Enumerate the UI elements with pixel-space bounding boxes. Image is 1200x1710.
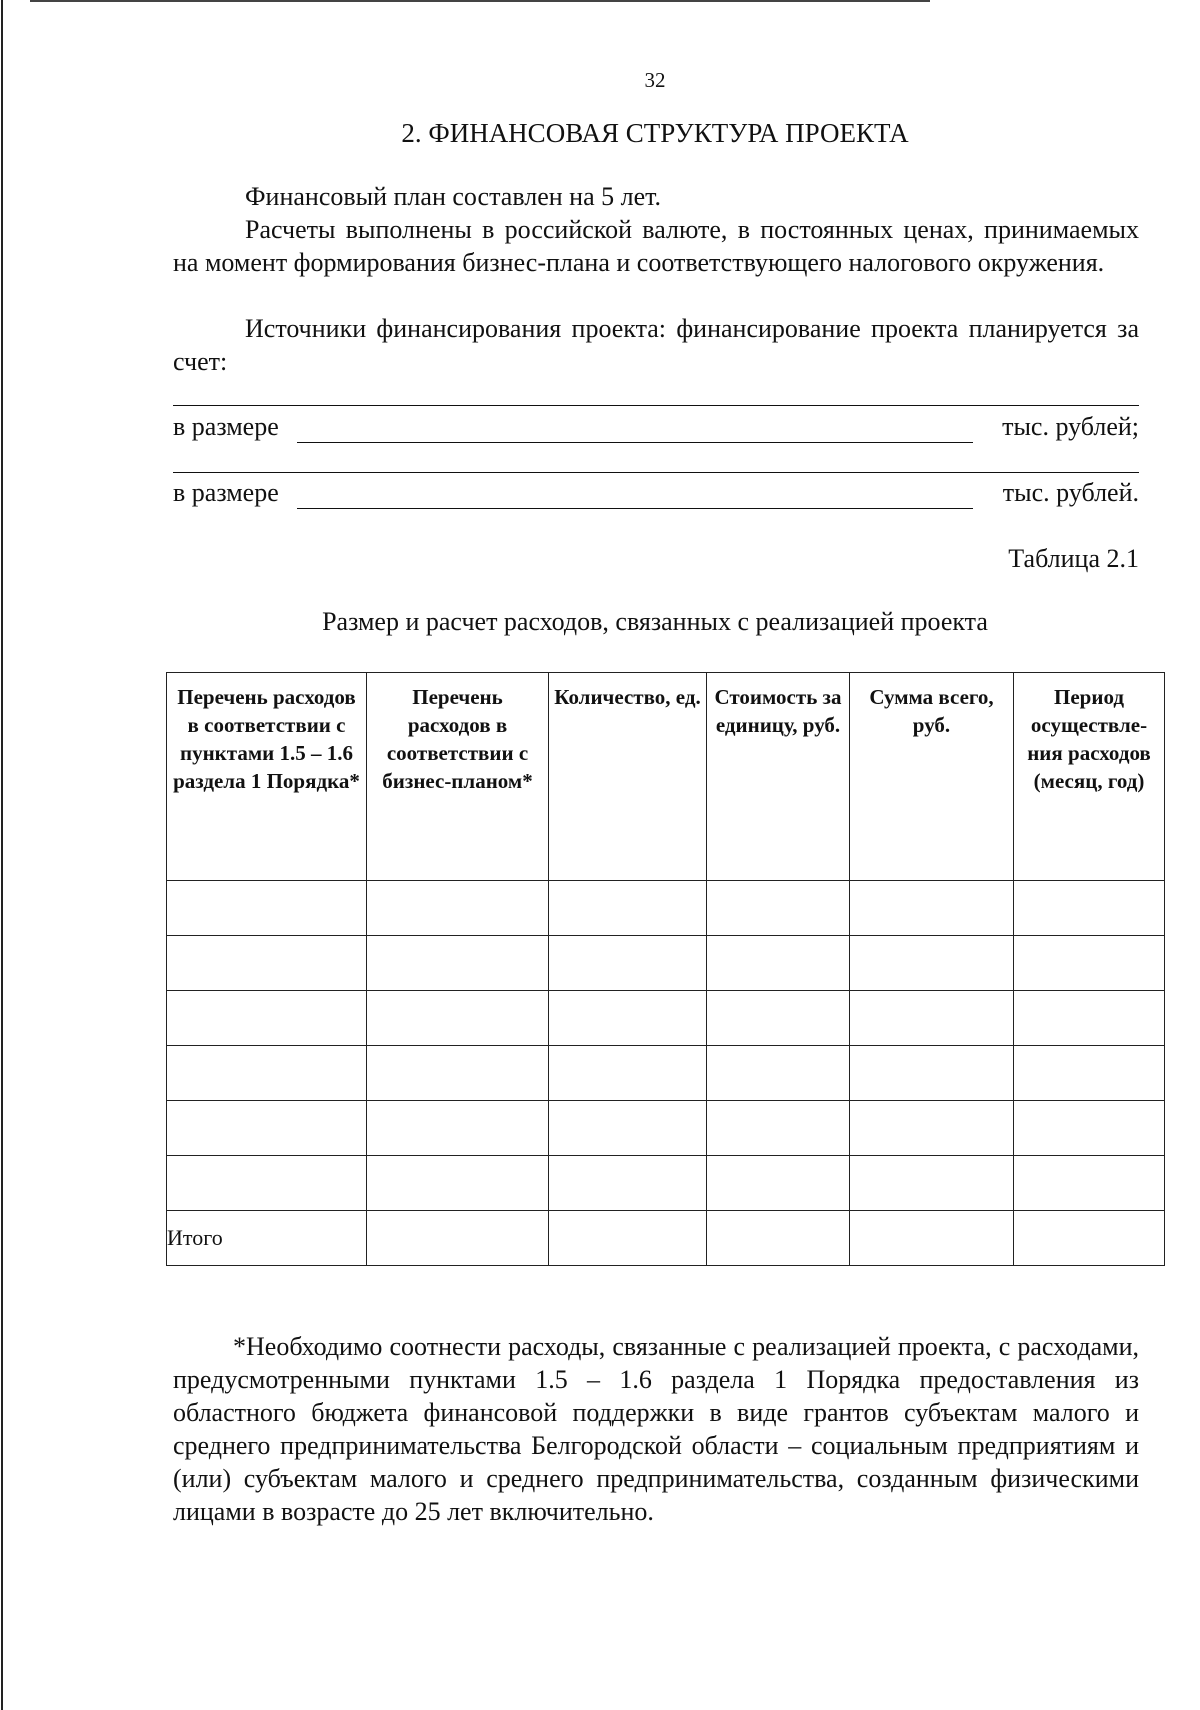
footnote: *Необходимо соотнести расходы, связанные с реализацией проекта, с расходами, предусмотренными пунктами 1.5 – 1.6 раздела 1 Порядка предоставления из областного бюджета финансовой поддержки в виде грантов субъектам малого и среднего предпринимательства Белгородской области – социальным предприятиям и (или) субъектам малого и среднего предпринимательства, созданным физическими лицами в возрасте до 25 лет включительно. [173,1332,1139,1526]
table-cell[interactable] [1014,1101,1165,1156]
table-row [167,1101,1165,1156]
table-cell[interactable] [367,1156,549,1211]
table-cell[interactable] [167,881,367,936]
table-cell[interactable] [549,1156,707,1211]
table-total-row [167,1211,1165,1266]
table-cell[interactable] [549,1211,707,1266]
table-cell[interactable] [367,991,549,1046]
header-expenses-by-order: Перечень расходов в соответствии с пунктами 1.5 – 1.6 раздела 1 Порядка* [167,673,367,881]
table-row [167,936,1165,991]
scan-edge-left [1,0,3,1710]
funding-amount-blank-2 [297,508,973,509]
table-cell[interactable] [707,881,850,936]
table-cell[interactable] [367,881,549,936]
table-cell[interactable] [167,1156,367,1211]
funding-source-blank-2 [173,472,1139,473]
table-cell[interactable] [707,1156,850,1211]
table-cell[interactable] [367,1101,549,1156]
table-cell[interactable] [549,881,707,936]
funding-amount-blank-1 [297,442,973,443]
paragraph-plan: Финансовый план составлен на 5 лет. [245,182,662,211]
table-cell[interactable] [850,1156,1014,1211]
table-cell[interactable] [1014,991,1165,1046]
table-cell[interactable] [1014,1046,1165,1101]
table-cell[interactable] [850,1101,1014,1156]
total-label: Итого [167,1211,367,1266]
table-cell[interactable] [850,1046,1014,1101]
table-cell[interactable] [549,1046,707,1101]
funding-amount-unit-1: тыс. рублей; [1002,412,1139,441]
table-cell[interactable] [367,936,549,991]
expenses-table [166,672,1165,1266]
page-number: 32 [644,68,666,92]
header-quantity: Количество, ед. [549,673,707,881]
table-cell[interactable] [167,936,367,991]
funding-amount-line-1 [173,412,1139,446]
table-cell[interactable] [367,1211,549,1266]
funding-source-blank-1 [173,405,1139,406]
table-cell[interactable] [167,991,367,1046]
scan-edge-top [30,0,930,2]
table-cell[interactable] [367,1046,549,1101]
table-cell[interactable] [707,1101,850,1156]
table-header-row [167,673,1165,881]
table-cell[interactable] [707,936,850,991]
funding-amount-label-2: в размере [173,478,279,507]
table-cell[interactable] [1014,1156,1165,1211]
table-cell[interactable] [1014,1211,1165,1266]
table-cell[interactable] [850,881,1014,936]
table-cell[interactable] [549,936,707,991]
funding-amount-label-1: в размере [173,412,279,441]
table-cell[interactable] [549,1101,707,1156]
section-title: 2. ФИНАНСОВАЯ СТРУКТУРА ПРОЕКТА [401,118,909,148]
table-title: Размер и расчет расходов, связанных с реализацией проекта [322,607,988,636]
header-period: Период осуществле-ния расходов (месяц, год) [1014,673,1165,881]
table-number: Таблица 2.1 [1008,544,1139,573]
paragraph-sources: Источники финансирования проекта: финансирование проекта планируется за счет: [173,314,1139,376]
table-cell[interactable] [707,1046,850,1101]
table-cell[interactable] [549,991,707,1046]
table-row [167,1156,1165,1211]
header-expenses-by-business-plan: Перечень расходов в соответствии с бизнес-планом* [367,673,549,881]
header-unit-cost: Стоимость за единицу, руб. [707,673,850,881]
table-row [167,991,1165,1046]
table-cell[interactable] [167,1101,367,1156]
table-row [167,881,1165,936]
table-cell[interactable] [707,1211,850,1266]
header-total-sum: Сумма всего, руб. [850,673,1014,881]
funding-amount-unit-2: тыс. рублей. [1002,478,1139,507]
table-cell[interactable] [850,991,1014,1046]
table-cell[interactable] [707,991,850,1046]
table-cell[interactable] [1014,936,1165,991]
table-cell[interactable] [1014,881,1165,936]
table-cell[interactable] [167,1046,367,1101]
paragraph-calculations: Расчеты выполнены в российской валюте, в постоянных ценах, принимаемых на момент формирования бизнес-плана и соответствующего налогового окружения. [173,215,1139,277]
table-cell[interactable] [850,1211,1014,1266]
table-cell[interactable] [850,936,1014,991]
funding-amount-line-2 [173,478,1139,512]
table-row [167,1046,1165,1101]
